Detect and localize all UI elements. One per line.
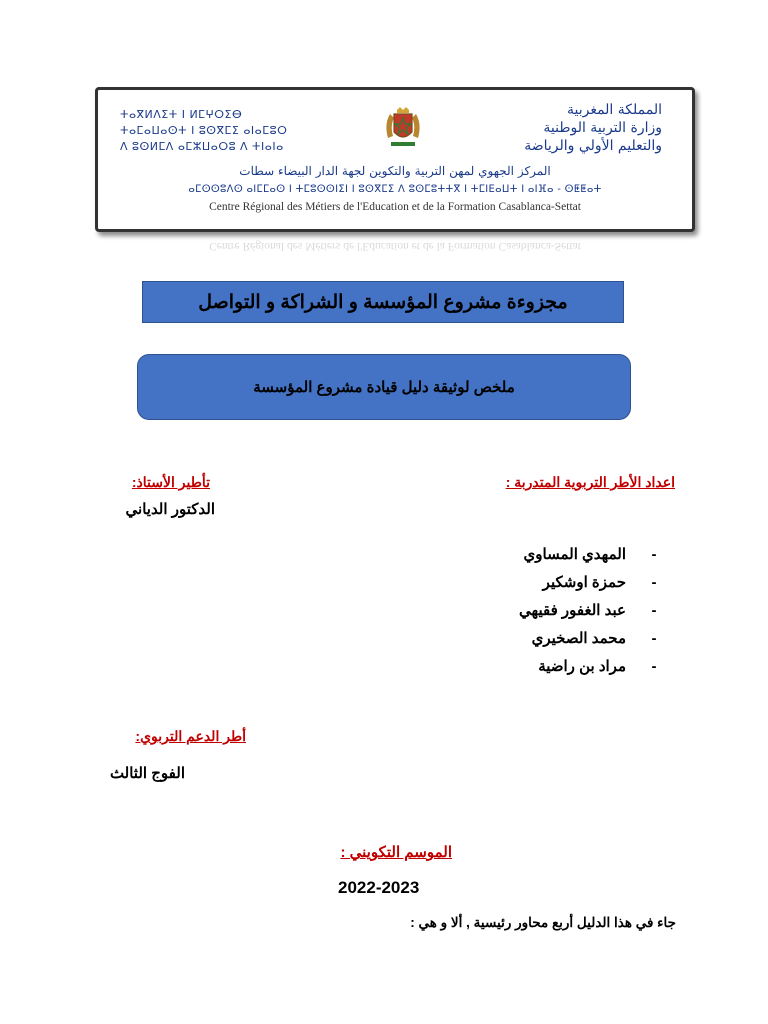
intro-sentence: جاء في هذا الدليل أربع محاور رئيسية , ألا و هي :: [410, 915, 676, 930]
prepared-by-label: اعداد الأطر التربوية المتدربة :: [505, 474, 675, 490]
academic-year: 2022-2023: [338, 878, 420, 897]
moroccan-coat-of-arms-icon: [380, 104, 426, 150]
member-name: مراد بن راضية: [538, 658, 626, 675]
header-arabic-line3: والتعليم الأولي والرياضة: [524, 138, 662, 154]
crmef-name-arabic: المركز الجهوي لمهن التربية والتكوين لجهة الدار البيضاء سطات: [239, 164, 551, 178]
crmef-name-french: Centre Régional des Métiers de l'Education et de la Formation Casablanca-Settat: [209, 201, 581, 213]
list-dash: -: [651, 602, 657, 619]
list-item: [519, 597, 666, 625]
list-item: [519, 569, 666, 597]
supervisor-name: الدكتور الدياني: [125, 501, 215, 518]
header-arabic-line1: المملكة المغربية: [566, 102, 662, 118]
group-name: الفوج الثالث: [109, 765, 185, 782]
banner-reflection: [95, 236, 695, 260]
list-item: [519, 653, 666, 681]
header-tifinagh-line3: ⴷ ⵓⵙⵍⵎⴷ ⴰⵎⵣⵡⴰⵔⵓ ⴷ ⵜⵏⴰⵏⴰ: [120, 140, 284, 153]
header-tifinagh-line1: ⵜⴰⴳⵍⴷⵉⵜ ⵏ ⵍⵎⵖⵔⵉⴱ: [120, 108, 243, 121]
supervision-label: تأطير الأستاذ:: [131, 474, 210, 490]
banner-reflection-text: Centre Régional des Métiers de l'Education et de la Formation Casablanca-Settat: [209, 240, 581, 252]
member-name: المهدي المساوي: [523, 546, 626, 563]
header-arabic-line2: وزارة التربية الوطنية: [543, 120, 662, 136]
member-name: حمزة اوشكير: [542, 574, 626, 591]
training-season-label: الموسم التكويني :: [340, 844, 452, 861]
member-name: محمد الصخيري: [531, 630, 626, 647]
list-dash: -: [651, 658, 657, 675]
list-dash: -: [651, 574, 657, 591]
list-dash: -: [651, 546, 657, 563]
list-dash: -: [651, 630, 657, 647]
crmef-name-tifinagh: ⴰⵎⵙⵙⵓⴷⵙ ⴰⵏⵎⵎⴰⵙ ⵏ ⵜⵎⵓⵙⵙⵏⵉⵏ ⵏ ⵓⵙⴳⵎⵉ ⴷ ⵓⵙⵎⵓⵜⵜⴳ ⵏ ⵜⵎⵏⴹⴰⵡⵜ ⵏ ⴰⵏⴼⴰ - ⵙⵟⵟⴰⵜ: [188, 184, 602, 195]
header-tifinagh-line2: ⵜⴰⵎⴰⵡⴰⵙⵜ ⵏ ⵓⵙⴳⵎⵉ ⴰⵏⴰⵎⵓⵔ: [120, 124, 288, 137]
document-subtitle: ملخص لوثيقة دليل قيادة مشروع المؤسسة: [137, 354, 631, 420]
module-title: مجزوءة مشروع المؤسسة و الشراكة و التواصل: [142, 281, 624, 323]
support-group-label: أطر الدعم التربوي:: [135, 728, 246, 744]
institution-header-banner: [95, 87, 695, 232]
list-item: [519, 541, 666, 569]
member-name: عبد الغفور فقيهي: [519, 602, 626, 619]
trainees-list: [519, 541, 666, 681]
list-item: [519, 625, 666, 653]
